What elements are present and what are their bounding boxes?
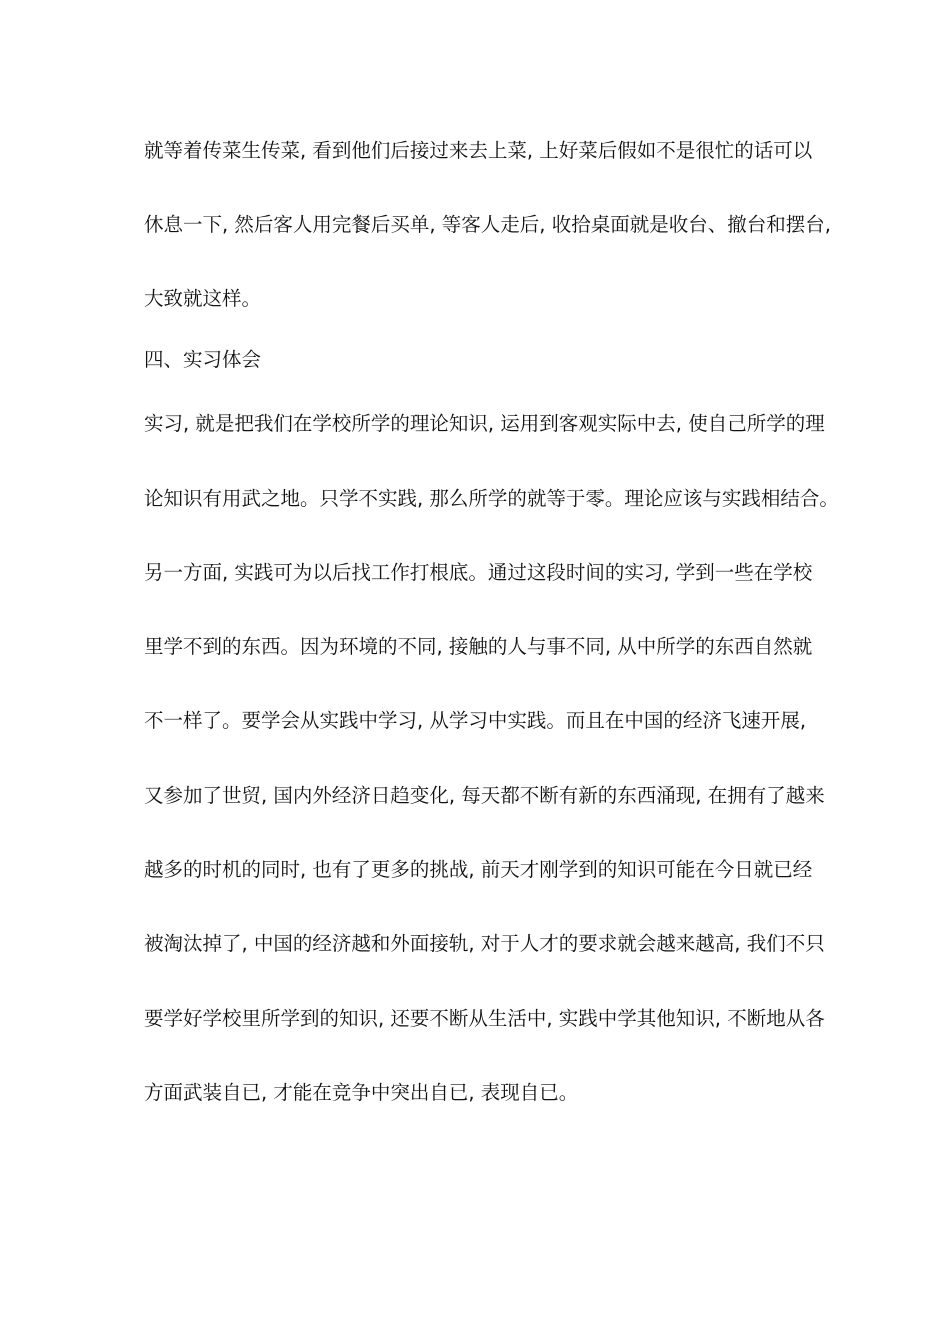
text-line: 就等着传菜生传菜, 看到他们后接过来去上菜, 上好菜后假如不是很忙的话可以 <box>144 139 813 162</box>
text-line: 休息一下, 然后客人用完餐后买单, 等客人走后, 收拾桌面就是收台、撤台和摆台, <box>144 213 831 236</box>
text-line: 里学不到的东西。因为环境的不同, 接触的人与事不同, 从中所学的东西自然就 <box>144 635 813 658</box>
text-line: 要学好学校里所学到的知识, 还要不断从生活中, 实践中学其他知识, 不断地从各 <box>144 1007 825 1030</box>
text-line: 另一方面, 实践可为以后找工作打根底。通过这段时间的实习, 学到一些在学校 <box>144 561 813 584</box>
text-line: 实习, 就是把我们在学校所学的理论知识, 运用到客观实际中去, 使自己所学的理 <box>144 412 825 435</box>
section-heading: 四、实习体会 <box>144 348 262 371</box>
text-line: 论知识有用武之地。只学不实践, 那么所学的就等于零。理论应该与实践相结合。 <box>144 487 839 510</box>
text-line: 被淘汰掉了, 中国的经济越和外面接轨, 对于人才的要求就会越来越高, 我们不只 <box>144 932 825 955</box>
text-line: 方面武装自已, 才能在竞争中突出自已, 表现自已。 <box>144 1081 579 1104</box>
text-line: 又参加了世贸, 国内外经济日趋变化, 每天都不断有新的东西涌现, 在拥有了越来 <box>144 784 825 807</box>
text-line: 大致就这样。 <box>144 287 262 310</box>
text-line: 越多的时机的同时, 也有了更多的挑战, 前天才刚学到的知识可能在今日就已经 <box>144 858 813 881</box>
text-line: 不一样了。要学会从实践中学习, 从学习中实践。而且在中国的经济飞速开展, <box>144 709 807 732</box>
